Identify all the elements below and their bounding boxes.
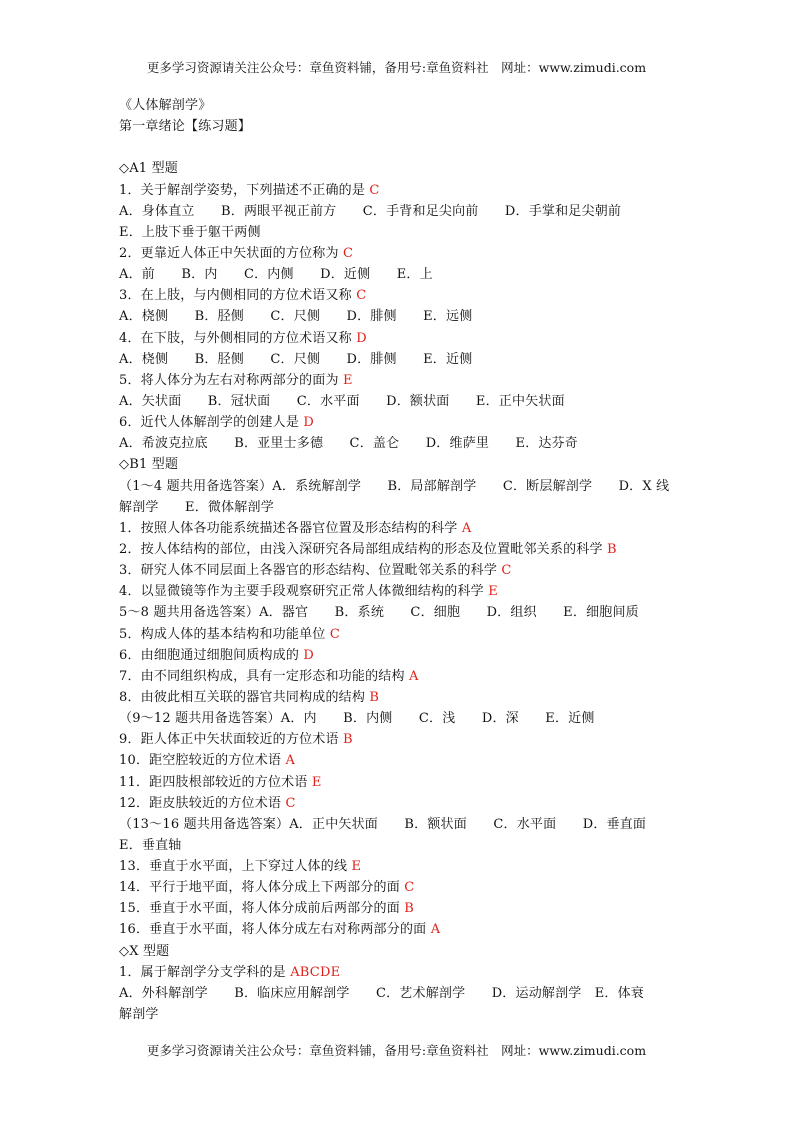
text-line: [119, 158, 679, 179]
line-text: A．身体直立 B．两眼平视正前方 C．手背和足尖向前 D．手掌和足尖朝前: [119, 203, 622, 219]
page-header: 更多学习资源请关注公众号：章鱼资料铺，备用号:章鱼资料社 网址：www.zimudi.com: [146, 60, 647, 75]
line-text: A．外科解剖学 B．临床应用解剖学 C．艺术解剖学 D．运动解剖学 E．体衰: [119, 985, 645, 1001]
line-text: A．桡侧 B．胫侧 C．尺侧 D．腓侧 E．远侧: [119, 309, 473, 325]
line-text: 《人体解剖学》: [119, 98, 212, 113]
line-text: 7．由不同组织构成，具有一定形态和功能的结构: [119, 668, 410, 684]
text-line: [119, 349, 679, 370]
line-text: 1．属于解剖学分支学科的是: [119, 964, 291, 980]
line-text: 6．近代人体解剖学的创建人是: [119, 415, 304, 431]
text-line: [119, 983, 679, 1004]
line-text: 1．按照人体各功能系统描述各器官位置及形态结构的科学: [119, 520, 462, 536]
answer-key: D: [303, 415, 315, 431]
answer-key: ABCDE: [290, 964, 341, 980]
text-line: [119, 814, 679, 835]
line-text: 8．由彼此相互关联的器官共同构成的结构: [119, 689, 370, 705]
answer-key: A: [409, 668, 419, 684]
text-line: [119, 180, 679, 201]
text-line: [119, 306, 679, 327]
text-line: [119, 835, 679, 856]
text-line: [119, 1004, 679, 1025]
line-text: 解剖学: [119, 1007, 159, 1023]
text-line: [119, 602, 679, 623]
line-text: 14．平行于地平面，将人体分成上下两部分的面: [119, 880, 405, 896]
text-line: [119, 856, 679, 877]
line-text: ◇A1 型题: [119, 161, 178, 177]
text-line: [119, 560, 679, 581]
line-text: A．前 B．内 C．内侧 D．近侧 E．上: [119, 267, 433, 283]
text-line: [119, 793, 679, 814]
line-text: 10．距空腔较近的方位术语: [119, 753, 286, 769]
text-line: [119, 497, 679, 518]
line-text: 3．研究人体不同层面上各器官的形态结构、位置毗邻关系的科学: [119, 563, 502, 579]
answer-key: E: [343, 372, 353, 388]
answer-key: C: [356, 288, 367, 304]
line-text: （1～4 题共用备选答案）A．系统解剖学 B．局部解剖学 C．断层解剖学 D．X 线: [119, 478, 670, 494]
line-text: （9～12 题共用备选答案）A．内 B．内侧 C．浅 D．深 E．近侧: [119, 711, 595, 727]
line-text: 3．在上肢，与内侧相同的方位术语又称: [119, 288, 357, 304]
text-line: [119, 518, 679, 539]
answer-key: D: [303, 647, 315, 663]
text-line: [119, 328, 679, 349]
text-line: [119, 433, 679, 454]
line-text: 2．按人体结构的部位，由浅入深研究各局部组成结构的形态及位置毗邻关系的科学: [119, 541, 608, 557]
answer-key: C: [343, 245, 354, 261]
answer-key: C: [329, 626, 340, 642]
line-text: 2．更靠近人体正中矢状面的方位称为: [119, 245, 344, 261]
line-text: E．上肢下垂于躯干两侧: [119, 224, 261, 240]
text-line: [119, 581, 679, 602]
text-line: [119, 137, 679, 158]
answer-key: B: [343, 732, 353, 748]
answer-key: C: [404, 880, 415, 896]
text-line: [119, 391, 679, 412]
answer-key: D: [356, 330, 367, 346]
answer-key: C: [501, 563, 512, 579]
line-text: 13．垂直于水平面，上下穿过人体的线: [119, 859, 352, 875]
text-line: [119, 264, 679, 285]
text-line: [119, 919, 679, 940]
text-line: [119, 95, 679, 116]
text-line: [119, 624, 679, 645]
text-line: [119, 539, 679, 560]
line-text: 9．距人体正中矢状面较近的方位术语: [119, 732, 344, 748]
answer-key: E: [351, 859, 362, 875]
text-line: [119, 898, 679, 919]
document-body: [119, 95, 679, 1025]
line-text: A．桡侧 B．胫侧 C．尺侧 D．腓侧 E．近侧: [119, 351, 473, 367]
answer-key: E: [311, 774, 322, 790]
line-text: 4．以显微镜等作为主要手段观察研究正常人体微细结构的科学: [119, 584, 489, 600]
line-text: 15．垂直于水平面，将人体分成前后两部分的面: [119, 901, 405, 917]
text-line: [119, 708, 679, 729]
line-text: A．希波克拉底 B．亚里士多德 C．盖仑 D．维萨里 E．达芬奇: [119, 436, 579, 452]
line-text: 5．构成人体的基本结构和功能单位: [119, 626, 330, 642]
text-line: [119, 243, 679, 264]
answer-key: E: [488, 584, 498, 600]
answer-key: B: [369, 689, 380, 705]
page-footer: 更多学习资源请关注公众号：章鱼资料铺，备用号:章鱼资料社 网址：www.zimudi.com: [146, 1043, 647, 1058]
text-line: [119, 941, 679, 962]
line-text: ◇B1 型题: [119, 457, 179, 473]
line-text: E．垂直轴: [119, 837, 182, 853]
text-line: [119, 454, 679, 475]
text-line: [119, 285, 679, 306]
line-text: 5．将人体分为左右对称两部分的面为: [119, 372, 344, 388]
text-line: [119, 412, 679, 433]
text-line: [119, 962, 679, 983]
line-text: 5～8 题共用备选答案）A．器官 B．系统 C．细胞 D．组织 E．细胞间质: [119, 605, 639, 621]
text-line: [119, 476, 679, 497]
text-line: [119, 116, 679, 137]
line-text: 解剖学 E．微体解剖学: [119, 499, 274, 515]
answer-key: B: [607, 541, 617, 557]
answer-key: A: [285, 753, 296, 769]
line-text: ◇X 型题: [119, 943, 170, 959]
line-text: （13～16 题共用备选答案）A．正中矢状面 B．额状面 C．水平面 D．垂直面: [119, 816, 647, 832]
answer-key: C: [369, 182, 380, 198]
text-line: [119, 687, 679, 708]
text-line: [119, 370, 679, 391]
line-text: 16．垂直于水平面，将人体分成左右对称两部分的面: [119, 922, 431, 938]
line-text: 第一章绪论【练习题】: [119, 119, 252, 135]
text-line: [119, 772, 679, 793]
line-text: 6．由细胞通过细胞间质构成的: [119, 647, 304, 663]
text-line: [119, 222, 679, 243]
answer-key: B: [404, 901, 415, 917]
line-text: 4．在下肢，与外侧相同的方位术语又称: [119, 330, 357, 346]
line-text: 12．距皮肤较近的方位术语: [119, 795, 286, 811]
answer-key: A: [461, 520, 472, 536]
text-line: [119, 201, 679, 222]
text-line: [119, 729, 679, 750]
line-text: A．矢状面 B．冠状面 C．水平面 D．额状面 E．正中矢状面: [119, 393, 565, 409]
answer-key: C: [285, 795, 296, 811]
line-text: 1．关于解剖学姿势，下列描述不正确的是: [119, 182, 370, 198]
text-line: [119, 645, 679, 666]
text-line: [119, 877, 679, 898]
line-text: 11．距四肢根部较近的方位术语: [119, 774, 312, 790]
text-line: [119, 666, 679, 687]
text-line: [119, 750, 679, 771]
answer-key: A: [430, 922, 441, 938]
